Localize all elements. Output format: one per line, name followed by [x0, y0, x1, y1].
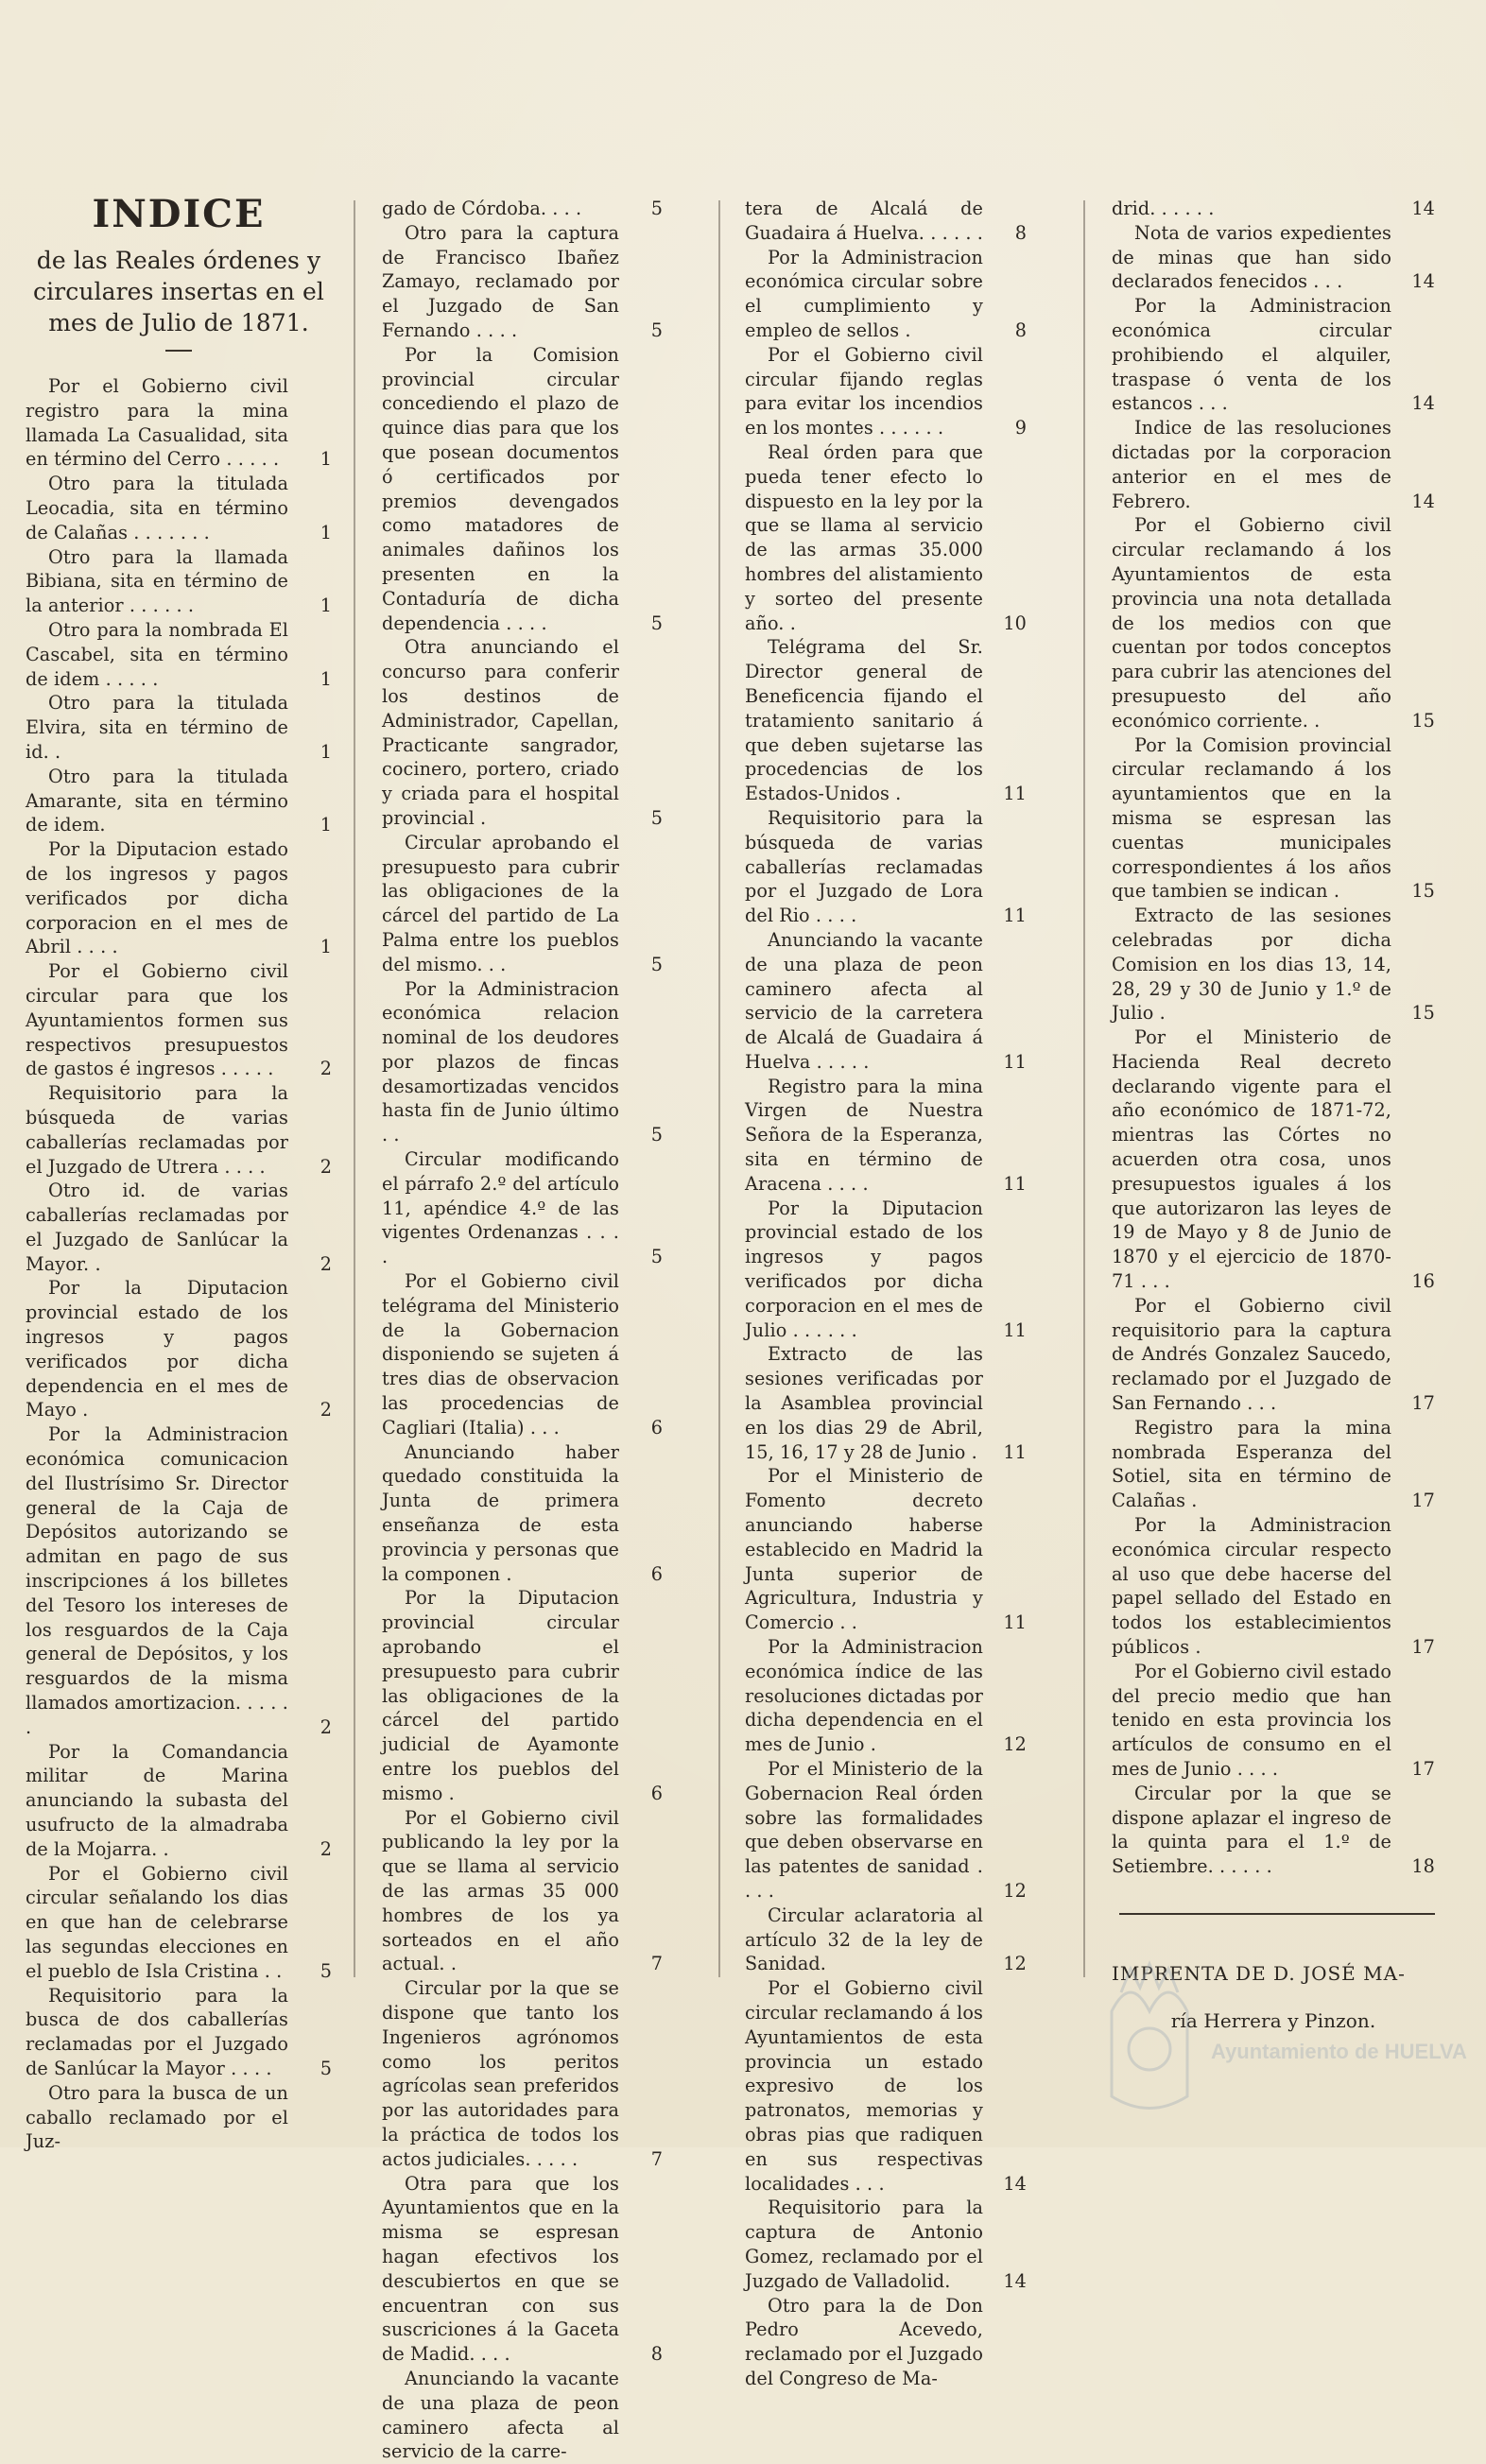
entry-text: gado de Córdoba. . . . [382, 198, 582, 219]
entry-text: Por la Diputacion provincial estado de los ingresos y pagos verificados por dicha corporacion en el mes de Julio . . . . . . [745, 1197, 983, 1341]
index-entry [1112, 1782, 1435, 1879]
entry-page-number: 5 [650, 1124, 663, 1146]
index-entry [382, 1147, 663, 1269]
entry-page-number: 1 [320, 448, 332, 471]
entry-text: Por el Gobierno civil circular fijando reglas para evitar los incendios en los montes . . . . . . [745, 343, 983, 439]
entry-page-number: 5 [650, 319, 663, 341]
index-entry [1112, 513, 1435, 732]
index-entry [26, 472, 332, 544]
entry-text: Por el Ministerio de Fomento decreto anunciando haberse establecido en Madrid la Junta superior de Agricultura, Industria y Comercio . . [745, 1465, 983, 1634]
entry-page-number: 9 [1014, 417, 1027, 439]
index-entry [26, 2081, 332, 2154]
column-1-entries [26, 374, 332, 2154]
entry-page-number: 2 [320, 1155, 332, 1178]
index-entry [745, 1464, 1027, 1635]
entry-text: Otro para la captura de Francisco Ibañez Zamayo, reclamado por el Juzgado de San Fernando . . . . [382, 221, 619, 341]
entry-page-number: 7 [650, 1953, 663, 1975]
entry-text: Por el Gobierno civil publicando la ley por la que se llama al servicio de las armas 35 000 hombres de los ya sorteados en el año actual. . [382, 1806, 619, 1975]
watermark-text: Ayuntamiento de HUELVA [1211, 2040, 1467, 2063]
entry-page-number: 11 [1003, 1440, 1027, 1463]
entry-page-number: 1 [320, 740, 332, 763]
entry-page-number: 17 [1411, 1392, 1435, 1415]
entry-page-number: 17 [1411, 1758, 1435, 1780]
entry-text: Por la Administracion económica circular sobre el cumplimiento y empleo de sellos . [745, 246, 983, 341]
entry-page-number: 6 [650, 1782, 663, 1804]
entry-text: Otra anunciando el concurso para conferir los destinos de Administrador, Capellan, Practicante sangrador, cocinero, portero, criado y criada para el hospital provincial . [382, 636, 619, 829]
entry-page-number: 14 [1411, 392, 1435, 415]
entry-page-number: 15 [1411, 880, 1435, 903]
entry-text: Circular por la que se dispone aplazar el ingreso de la quinta para el 1.º de Setiembre. . . . . . [1112, 1782, 1391, 1878]
index-entry [26, 545, 332, 618]
entry-text: Por el Ministerio de la Gobernacion Real órden sobre las formalidades que deben observarse en las patentes de sanidad . . . . [745, 1758, 983, 1902]
entry-page-number: 1 [320, 936, 332, 958]
page-subtitle: de las Reales órdenes y circulares insertas en el mes de Julio de 1871. [32, 247, 324, 336]
entry-page-number: 17 [1411, 1490, 1435, 1512]
index-entry [382, 977, 663, 1148]
index-entry [1112, 416, 1435, 513]
index-entry [745, 440, 1027, 635]
entry-text: Por la Administracion económica índice de las resoluciones dictadas por dicha dependencia en el mes de Junio . [745, 1636, 984, 1756]
entry-text: Anunciando haber quedado constituida la Junta de primera enseñanza de esta provincia y personas que la componen . [382, 1440, 619, 1585]
entry-text: Circular aclaratoria al artículo 32 de la ley de Sanidad. [745, 1904, 983, 1975]
entry-text: Por la Diputacion provincial estado de los ingresos y pagos verificados por dicha dependencia en el mes de Mayo . [26, 1277, 288, 1422]
entry-page-number: 11 [1003, 783, 1027, 805]
index-entry [745, 1976, 1027, 2196]
entry-text: Por la Diputacion provincial circular aprobando el presupuesto para cubrir las obligaciones de la cárcel del partido judicial de Ayamonte entre los pueblos del mismo . [382, 1587, 619, 1804]
entry-text: Por la Comandancia militar de Marina anunciando la subasta del usufructo de la almadraba de la Mojarra. . [26, 1740, 288, 1860]
entry-page-number: 5 [650, 953, 663, 975]
entry-text: Circular modificando el párrafo 2.º del artículo 11, apéndice 4.º de las vigentes Ordenanzas . . . . [382, 1148, 619, 1268]
footer-rule [1119, 1913, 1435, 1915]
index-entry [745, 1904, 1027, 1976]
entry-text: Por el Gobierno civil registro para la mina llamada La Casualidad, sita en término del Cerro . . . . . [26, 375, 288, 471]
entry-text: tera de Alcalá de Guadaira á Huelva. . . . . . [745, 198, 983, 244]
index-entry [382, 221, 663, 343]
index-entry [745, 2294, 1027, 2391]
index-entry [1112, 1513, 1435, 1660]
index-entry [382, 635, 663, 830]
index-entry [382, 1976, 663, 2171]
entry-page-number: 5 [650, 806, 663, 829]
index-entry [382, 1586, 663, 1805]
index-entry [382, 1269, 663, 1440]
column-rule-3 [1083, 200, 1085, 1977]
entry-text: Nota de varios expedientes de minas que han sido declarados fenecidos . . . [1112, 221, 1391, 293]
index-entry [1112, 904, 1435, 1025]
entry-page-number: 2 [320, 1058, 332, 1080]
index-entry [1112, 733, 1435, 905]
entry-page-number: 15 [1411, 709, 1435, 732]
entry-text: Otro para la titulada Leocadia, sita en término de Calañas . . . . . . . [26, 473, 288, 543]
entry-page-number: 15 [1411, 1002, 1435, 1025]
entry-page-number: 5 [320, 1959, 332, 1982]
entry-page-number: 2 [320, 1399, 332, 1422]
entry-page-number: 11 [1003, 905, 1027, 927]
index-entry [382, 2367, 663, 2464]
entry-page-number: 6 [650, 1562, 663, 1585]
entry-text: Por el Gobierno civil circular reclamando á los Ayuntamientos de esta provincia un estado expresivo de los patronatos, memorias y obras pias que radiquen en sus respectivas localidades . . . [745, 1977, 983, 2195]
index-entry [745, 1075, 1027, 1197]
index-entry [745, 1197, 1027, 1343]
imprenta-line-2: ría Herrera y Pinzon. [1170, 2008, 1376, 2032]
entry-text: Por el Gobierno civil circular para que los Ayuntamientos formen sus respectivos presupuestos de gastos é ingresos . . . . . [26, 960, 288, 1080]
entry-page-number: 8 [1014, 221, 1027, 244]
entry-text: Requisitorio para la búsqueda de varias caballerías reclamadas por el Juzgado de Lora del Rio . . . . [745, 806, 983, 927]
entry-text: Por la Administracion económica relacion nominal de los deudores por plazos de fincas desamortizadas vencidos hasta fin de Junio último . . [382, 977, 619, 1146]
index-entry [745, 928, 1027, 1075]
entry-text: Por el Gobierno civil circular señalando los dias en que han de celebrarse las segundas elecciones en el pueblo de Isla Cristina . . [26, 1862, 288, 1982]
index-entry [26, 1081, 332, 1179]
entry-page-number: 12 [1003, 1879, 1027, 1902]
index-entry [745, 1635, 1027, 1757]
entry-page-number: 6 [650, 1416, 663, 1439]
entry-page-number: 2 [320, 1715, 332, 1738]
entry-page-number: 11 [1003, 1050, 1027, 1073]
entry-page-number: 14 [1411, 198, 1435, 219]
entry-text: Extracto de las sesiones celebradas por dicha Comision en los dias 13, 14, 28, 29 y 30 de Junio y 1.º de Julio . [1112, 905, 1391, 1025]
index-entry [745, 1342, 1027, 1464]
index-entry [26, 1276, 332, 1422]
entry-text: Por la Diputacion estado de los ingresos y pagos verificados por dicha corporacion en el mes de Abril . . . . [26, 838, 288, 958]
entry-text: Circular aprobando el presupuesto para cubrir las obligaciones de la cárcel del partido de La Palma entre los pueblos del mismo. . . [382, 831, 619, 975]
entry-text: Indice de las resoluciones dictadas por la corporacion anterior en el mes de Febrero. [1112, 417, 1391, 512]
index-entry [26, 1862, 332, 1984]
entry-page-number: 5 [650, 612, 663, 634]
entry-page-number: 2 [320, 1252, 332, 1275]
page-title: INDICE [92, 192, 266, 236]
column-rule-1 [354, 200, 355, 1977]
entry-page-number: 1 [320, 521, 332, 543]
entry-text: Por el Gobierno civil requisitorio para la captura de Andrés Gonzalez Saucedo, reclamado por el Juzgado de San Fernando . . . [1112, 1294, 1391, 1415]
entry-text: Requisitorio para la busca de dos caballerías reclamadas por el Juzgado de Sanlúcar la Mayor . . . . [26, 1984, 288, 2079]
entry-page-number: 14 [1003, 2172, 1027, 2195]
entry-page-number: 8 [650, 2343, 663, 2366]
entry-text: Otro para la nombrada El Cascabel, sita en término de idem . . . . . [26, 618, 288, 690]
entry-text: Registro para la mina nombrada Esperanza del Sotiel, sita en término de Calañas . [1112, 1416, 1391, 1512]
entry-page-number: 8 [1014, 319, 1027, 341]
entry-text: Por el Gobierno civil estado del precio medio que han tenido en esta provincia los artículos de consumo en el mes de Junio . . . . [1112, 1660, 1391, 1780]
index-entry [745, 635, 1027, 806]
entry-text: Otro para la llamada Bibiana, sita en término de la anterior . . . . . . [26, 545, 288, 617]
entry-text: Otro para la titulada Amarante, sita en término de idem. [26, 765, 288, 836]
entry-page-number: 14 [1003, 2269, 1027, 2292]
index-entry [382, 831, 663, 977]
column-2-entries [382, 197, 663, 2464]
column-1 [26, 192, 332, 2153]
index-entry [1112, 1294, 1435, 1416]
index-entry [745, 806, 1027, 928]
entry-page-number: 17 [1411, 1636, 1435, 1659]
index-entry [1112, 197, 1435, 221]
entry-text: Telégrama del Sr. Director general de Beneficencia fijando el tratamiento sanitario á que deben sujetarse las procedencias de los Estados-Unidos . [745, 636, 983, 805]
entry-text: Otra para que los Ayuntamientos que en la misma se espresan hagan efectivos los descubiertos en que se encuentran con sus suscriciones á la Gaceta de Madid. . . . [382, 2172, 619, 2366]
column-4-entries [1112, 197, 1435, 1879]
entry-text: Requisitorio para la búsqueda de varias caballerías reclamadas por el Juzgado de Utrera . . . . [26, 1082, 288, 1178]
entry-text: Anunciando la vacante de una plaza de peon caminero afecta al servicio de la carre- [382, 2367, 619, 2463]
index-entry [1112, 1416, 1435, 1513]
index-entry [26, 837, 332, 959]
entry-text: Por la Comision provincial circular reclamando á los ayuntamientos que en la misma se espresan las cuentas municipales correspondientes á los años que tambien se indican . [1112, 733, 1391, 903]
index-entry [26, 618, 332, 691]
entry-page-number: 12 [1003, 1733, 1027, 1756]
index-entry [26, 1422, 332, 1739]
entry-text: Por el Gobierno civil telégrama del Ministerio de la Gobernacion disponiendo se sujeten á tres dias de observacion las procedencias de Cagliari (Italia) . . . [382, 1270, 619, 1439]
entry-text: Otro para la busca de un caballo reclamado por el Juz- [26, 2081, 288, 2153]
entry-page-number: 16 [1411, 1270, 1435, 1293]
entry-page-number: 14 [1411, 270, 1435, 293]
entry-page-number: 12 [1003, 1953, 1027, 1975]
entry-text: Otro id. de varias caballerías reclamadas por el Juzgado de Sanlúcar la Mayor. . [26, 1180, 288, 1275]
column-3-entries [745, 197, 1027, 2391]
index-entry [26, 1740, 332, 1862]
index-entry [1112, 1660, 1435, 1782]
entry-page-number: 11 [1003, 1172, 1027, 1195]
entry-text: Extracto de las sesiones verificadas por la Asamblea provincial en los dias 29 de Abril, 15, 16, 17 y 28 de Junio . [745, 1343, 983, 1463]
entry-text: Por la Comision provincial circular concediendo el plazo de quince dias para que los que posean documentos ó certificados por premios devengados como matadores de animales dañinos los presenten en la Contaduría de dicha dependencia . . . . [382, 343, 619, 634]
index-entry [382, 343, 663, 636]
entry-page-number: 5 [650, 198, 663, 219]
entry-text: Por el Ministerio de Hacienda Real decreto declarando vigente para el año económico de 1871-72, mientras las Córtes no acuerden otra cosa, unos presupuestos iguales á los que autorizaron las leyes de 19 de Mayo y 8 de Junio de 1870 y el ejercicio de 1870-71 . . . [1112, 1026, 1391, 1293]
index-entry [745, 2196, 1027, 2293]
index-entry [26, 374, 332, 472]
index-entry [745, 343, 1027, 440]
entry-text: Registro para la mina Virgen de Nuestra Señora de la Esperanza, sita en término de Aracena . . . . [745, 1075, 983, 1195]
entry-text: drid. . . . . . [1112, 198, 1215, 219]
imprenta-line-1: IMPRENTA DE D. JOSÉ MA- [1112, 1961, 1406, 1985]
index-entry [382, 1806, 663, 1977]
index-entry [1112, 294, 1435, 416]
entry-page-number: 11 [1003, 1611, 1027, 1634]
entry-text: Circular por la que se dispone que tanto los Ingenieros agrónomos como los peritos agrícolas sean preferidos por las autoridades para la práctica de todos los actos judiciales. . . . . [382, 1977, 619, 2170]
entry-text: Por la Administracion económica circular prohibiendo el alquiler, traspase ó venta de los estancos . . . [1112, 295, 1391, 415]
entry-page-number: 18 [1411, 1855, 1435, 1878]
entry-page-number: 2 [320, 1837, 332, 1860]
entry-page-number: 5 [650, 1246, 663, 1268]
index-entry [26, 1984, 332, 2081]
entry-page-number: 14 [1411, 490, 1435, 512]
title-dash [165, 350, 192, 352]
entry-text: Otro para la titulada Elvira, sita en término de id. . [26, 692, 288, 763]
index-entry [382, 1440, 663, 1587]
column-rule-2 [718, 200, 720, 1977]
index-entry [26, 691, 332, 764]
entry-page-number: 1 [320, 814, 332, 836]
index-entry [745, 197, 1027, 246]
column-4 [1112, 197, 1435, 2032]
entry-text: Real órden para que pueda tener efecto lo dispuesto en la ley por la que se llama al servicio de las armas 35.000 hombres del alistamiento y sorteo del presente año. . [745, 440, 983, 634]
index-entry [382, 197, 663, 221]
index-entry [26, 765, 332, 837]
column-2 [382, 197, 663, 2463]
entry-text: Por el Gobierno civil circular reclamando á los Ayuntamientos de esta provincia una nota detallada de los medios con que cuentan por todos conceptos para cubrir las atenciones del presupuesto del año económico corriente. . [1112, 514, 1391, 732]
index-entry [745, 246, 1027, 343]
entry-text: Otro para la de Don Pedro Acevedo, reclamado por el Juzgado del Congreso de Ma- [745, 2294, 983, 2389]
entry-text: Por la Administracion económica comunicacion del Ilustrísimo Sr. Director general de la Caja de Depósitos autorizando se admitan en pago de sus inscripciones á los billetes del Tesoro los intereses de los resguardos de la Caja general de Depósitos, y los resguardos de la misma llamados amortizacion. . . . . . [26, 1423, 288, 1738]
index-entry [26, 959, 332, 1081]
index-entry [382, 2172, 663, 2367]
entry-page-number: 10 [1003, 612, 1027, 634]
index-entry [745, 1757, 1027, 1904]
entry-text: Por la Administracion económica circular respecto al uso que debe hacerse del papel sellado del Estado en todos los establecimientos públicos . [1112, 1514, 1391, 1659]
entry-page-number: 1 [320, 667, 332, 690]
column-3 [745, 197, 1027, 2389]
entry-page-number: 11 [1003, 1318, 1027, 1341]
entry-page-number: 7 [650, 2147, 663, 2170]
entry-text: Anunciando la vacante de una plaza de peon caminero afecta al servicio de la carretera de Alcalá de Guadaira á Huelva . . . . . [745, 928, 983, 1073]
entry-page-number: 1 [320, 594, 332, 617]
index-entry [1112, 221, 1435, 294]
index-entry [26, 1179, 332, 1276]
huelva-watermark-logo [1093, 1955, 1467, 2125]
entry-page-number: 5 [320, 2057, 332, 2079]
entry-text: Requisitorio para la captura de Antonio Gomez, reclamado por el Juzgado de Valladolid. [745, 2197, 983, 2292]
index-entry [1112, 1025, 1435, 1294]
